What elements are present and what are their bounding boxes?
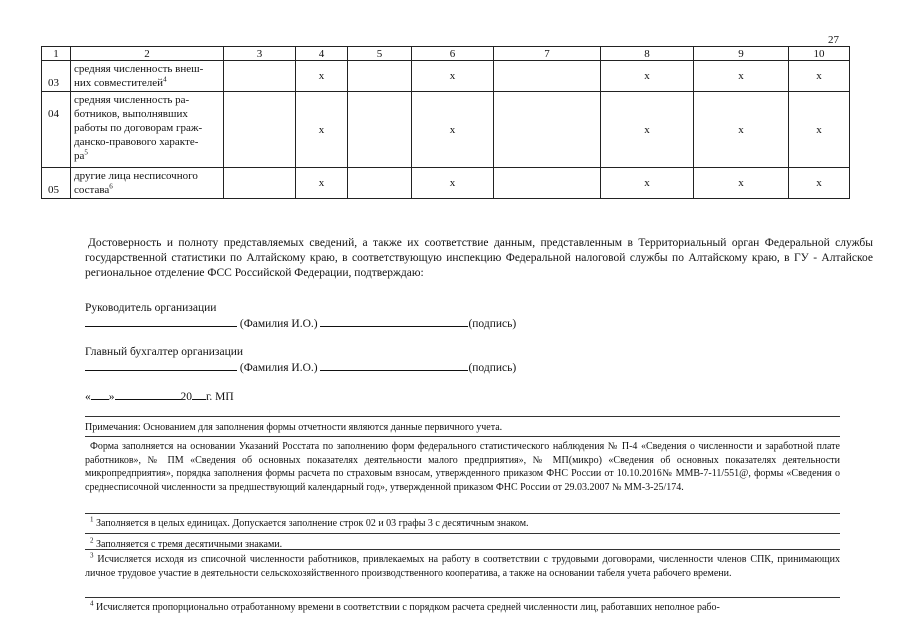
divider [85,549,840,550]
table-row [42,168,850,199]
table-cell [224,92,296,168]
footnote-4: $^4$ Исчисляется пропорционально отработанному времени в соответствии с порядком расчета средней численности лиц, работавших неполное рабо- [90,599,720,613]
table-cell [494,92,601,168]
footnote-1: $^1$ Заполняется в целых единицах. Допускается заполнение строк 02 и 03 графы 3 с десятичным знаком. [90,515,529,529]
row-code: 03 [42,61,71,92]
row-name: средняя численность ра- ботников, выполнявших работы по договорам граж- данско-правового характе- $ра^5$ [71,92,224,168]
table-cell: x [296,61,348,92]
footnote-ref: 6 [109,182,113,191]
divider [85,597,840,598]
column-header: 6 [412,47,494,61]
footnote-mark: 3 [90,551,94,560]
head-label: Руководитель организации [85,302,217,314]
table-cell: x [789,61,850,92]
column-header: 5 [348,47,412,61]
column-header: 2 [71,47,224,61]
signature-hint: (подпись) [468,362,517,374]
column-header: 8 [601,47,694,61]
table-cell: x [296,92,348,168]
table-cell [494,61,601,92]
table-cell: x [601,61,694,92]
footnote-3: $^3$ Исчисляется исходя из списочной численности работников, привлекаемых на работу в соответствии с трудовыми договорами, численности членов СПК, принимающих личное трудовое участие в деятельности сельскохозяйственного производственного кооператива, а также на основании табеля учета рабочего времени. [85,551,840,579]
name-hint: (Фамилия И.О.) [239,318,318,330]
table-cell: x [601,168,694,199]
divider [85,533,840,534]
column-header: 9 [694,47,789,61]
footnote-mark: 1 [90,515,94,524]
footnote-mark: 4 [90,599,94,608]
accountant-signature-blank[interactable] [320,360,468,371]
month-blank[interactable] [115,389,181,400]
signature-hint: (подпись) [468,318,517,330]
table-cell: x [296,168,348,199]
table-cell: x [789,92,850,168]
divider [85,436,840,437]
accountant-signature-line [85,360,516,374]
day-blank[interactable] [91,389,109,400]
table-cell: x [412,92,494,168]
basis-note: Форма заполняется на основании Указаний Росстата по заполнению форм федерального статистического наблюдения № П-4 «Сведения о численности и заработной плате работников», № ПМ «Сведения об основных показателях деятельности малого предприятия», № МП(микро) «Сведения об основных показателях деятельности микропредприятия», порядка заполнения формы расчета по страховым взносам, утвержденного приказом ФНС России от 10.10.2016№ ММВ-7-11/551@, формы «Сведения о среднесписочной численности за предшествующий календарный год», утвержденной приказом ФНС России от 29.03.2007 № ММ-3-25/174. [85,441,840,493]
table-cell [348,168,412,199]
column-header: 7 [494,47,601,61]
table-cell: x [789,168,850,199]
column-header: 10 [789,47,850,61]
head-name-blank[interactable] [85,316,237,327]
row-code: 05 [42,168,71,199]
table-cell: x [694,61,789,92]
head-signature-line [85,316,516,330]
row-name: средняя численность внеш- них совместителей$^4$ [71,61,224,92]
table-cell: x [412,61,494,92]
date-suffix: г. МП [206,391,234,403]
statistics-table [41,46,850,199]
column-header: 1 [42,47,71,61]
table-row [42,61,850,92]
year-blank[interactable] [192,389,206,400]
name-hint: (Фамилия И.О.) [239,362,318,374]
date-line [85,389,234,403]
table-cell [224,61,296,92]
table-cell: x [694,92,789,168]
table-cell: x [412,168,494,199]
year-prefix: 20 [180,391,192,403]
footnote-2: $^2$ Заполняется с тремя десятичными знаками. [90,536,283,550]
column-header: 4 [296,47,348,61]
table-cell: x [601,92,694,168]
footnote-mark: 2 [90,536,94,545]
divider [85,416,840,417]
confirmation-text: Достоверность и полноту представляемых сведений, а также их соответствие данным, представленным в Территориальный орган Федеральной службы государственной статистики по Алтайскому краю, в соответствующую инспекцию Федеральной налоговой службы по Алтайскому краю, в ГУ - Алтайское региональное отделение ФСС Российской Федерации, подтверждаю: [85,237,873,279]
table-header-row [42,47,850,61]
accountant-name-blank[interactable] [85,360,237,371]
table-row [42,92,850,168]
accountant-label: Главный бухгалтер организации [85,346,244,358]
table-cell [348,61,412,92]
quote-close: » [108,391,115,403]
table-cell [224,168,296,199]
table-cell [494,168,601,199]
row-name: другие лица несписочного состава$^6$ [71,168,224,199]
page-number: 27 [828,34,839,46]
remark-note: Примечания: Основанием для заполнения формы отчетности являются данные первичного учета. [85,422,503,433]
quote-open: « [85,391,91,403]
table-cell: x [694,168,789,199]
column-header: 3 [224,47,296,61]
divider [85,513,840,514]
footnote-ref: 4 [163,75,167,84]
head-signature-blank[interactable] [320,316,468,327]
row-code: 04 [42,92,71,168]
table-cell [348,92,412,168]
footnote-ref: 5 [84,148,88,157]
